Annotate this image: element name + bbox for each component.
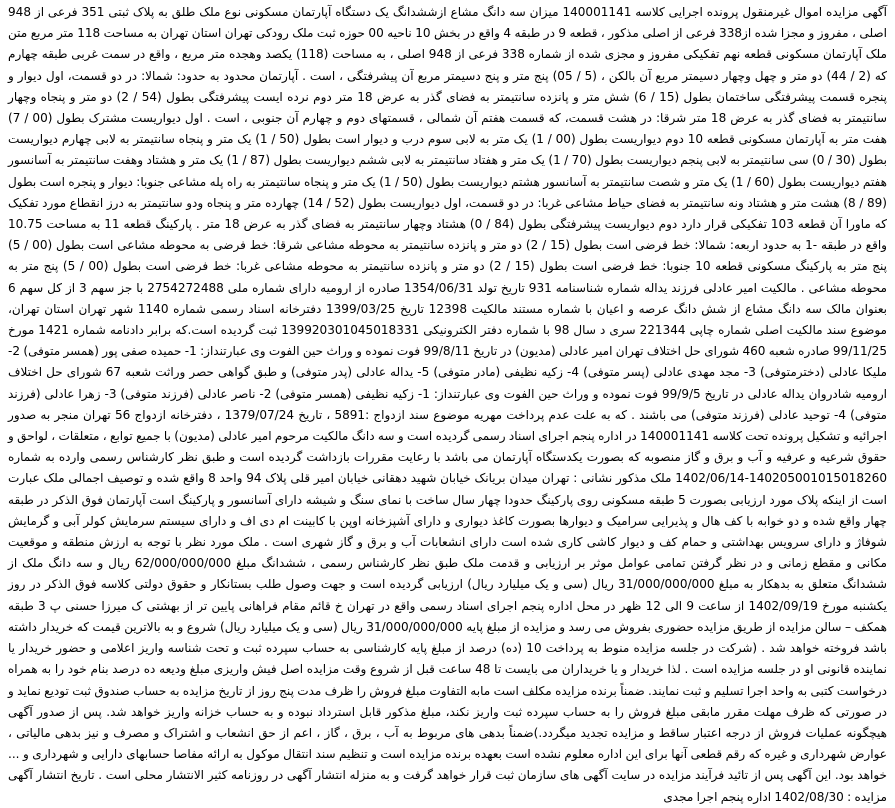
auction-notice-text: آگهی مزایده اموال غیرمنقول پرونده اجرایی کلاسه 140001141 میزان سه دانگ مشاع ازششدانگ یک دستگاه آپارتمان مسکونی نوع ملک طلق به پلاک ثبتی 351 فرعی از 948 اصلی ، مفروز و مجزا شده از338 فرعی از اصلی مذکور ، قطعه 9 در طبقه 4 واقع در بخش 10 ناحیه 00 حوزه ثبت ملک رودکی تهران استان تهران به مساحت 118 متر مربع متن ملک آپارتمان مسکونی قطعه نهم تفکیکی مفروز و مجزی شده از شماره 338 فرعی از 948 اصلی ، به مساحت (118) یکصد وهجده متر مربع ، واقع در سمت غربی طبقه چهارم که (2 / 44) دو متر و چهل وچهار دسیمتر مربع آن بالکن ، (5 / 05) پنج متر و پنج دسیمتر مربع آن پیشرفتگی ، است . آپارتمان محدود به حدود: شمالا: در دو قسمت، اول دیوار و پنجره قسمت پیشرفتگی ساختمان بطول (15 / 6) شش متر و پانزده سانتیمتر به فضای گذر به عرض 18 متر دوم نرده ایست پیشرفتگی بطول (54 / 2) دو متر و پنجاه وچهار سانتیمتر به فضای گذر به عرض 18 متر شرقا: در هشت قسمت، که قسمت هفتم آن شمالی ، قسمتهای دوم و چهارم آن جنوبی ، است . اول دیواریست مشترک بطول (00 / 7) هفت متر به آپارتمان مسکونی قطعه 10 دوم دیواریست بطول (00 / 1) یک متر به لابی سوم درب و دیوار است بطول (50 / 1) یک متر و پنجاه سانتیمتر به لابی چهارم دیواریست بطول (30 / 0) سی سانتیمتر به لابی پنجم دیواریست بطول (70 / 1) یک متر و هفتاد سانتیمتر به لابی ششم دیواریست بطول (87 / 1) یک متر و هشتاد وهفت سانتیمتر به آسانسور هفتم دیواریست بطول (60 / 1) یک متر و شصت سانتیمتر به آسانسور هشتم دیواریست بطول (50 / 1) یک متر و پنجاه سانتیمتر به راه پله مشاعی جنوبا: دیوار و پنجره است بطول (89 / 8) هشت متر و هشتاد ونه سانتیمتر به فضای حیاط مشاعی غربا: در دو قسمت، اول دیواریست بطول (52 / 14) چهارده متر و پنجاه ودو سانتیمتر به درز انقطاع مورد تفکیک که ماورا آن قطعه 103 تفکیکی قرار دارد دوم دیواریست پیشرفتگی بطول (84 / 0) هشتاد وچهار سانتیمتر به فضای گذر به عرض 18 متر . پارکینگ قطعه 11 به مساحت 10.75 واقع در طبقه -1 به حدود اربعه: شمالا: خط فرضی است بطول (15 / 2) دو متر و پانزده سانتیمتر به محوطه مشاعی شرقا: خط فرضی به محوطه مشاعی است بطول (00 / 5) پنج متر به پارکینگ مسکونی قطعه 10 جنوبا: خط فرضی است بطول (15 / 2) دو متر و پانزده سانتیمتر به محوطه مشاعی غربا: خط فرضی است بطول (00 / 5) پنج متر به محوطه مشاعی . مالکیت امیر عادلی فرزند یداله شماره شناسنامه 931 تاریخ تولد 1354/06/31 صادره از ارومیه دارای شماره ملی 2754272488 با جز سهم 3 از کل سهم 6 بعنوان مالک سه دانگ مشاع از شش دانگ عرصه و اعیان با شماره مستند مالکیت 12398 تاریخ 1399/03/25 دفترخانه اسناد رسمی شماره 1140 شهر تهران استان تهران، موضوع سند مالکیت اصلی شماره چاپی 221344 سری د سال 98 با شماره دفتر الکترونیکی 139920301045018331 ثبت گردیده است.که برابر دادنامه شماره 1421 مورخ 99/11/25 صادره شعبه 460 شورای حل اختلاف تهران امیر عادلی (مدیون) در تاریخ 99/8/11 فوت نموده و وراث حین الفوت وی عبارتنداز: 1- حمیده صفی پور (همسر متوفی) 2- ملیکا عادلی (دخترمتوفی) 3- مجد مهدی عادلی (پسر متوفی) 4- زکیه نظیفی (مادر متوفی) 5- یداله عادلی (پدر متوفی) و طبق گواهی حصر وراثت شعبه 67 شورای حل اختلاف ارومیه شادروان یداله عادلی در تاریخ 99/9/5 فوت نموده و وراث حین الفوت وی عبارتنداز: 1- زکیه نظیفی (همسر متوفی) 2- ناصر عادلی (فرزند متوفی) 3- زهرا عادلی (فرزند متوفی) 4- توحید عادلی (فرزند متوفی) می باشند . که به علت عدم پرداخت مهریه موضوع سند ازدواج :5891 ، تاریخ 1379/07/24 ، دفترخانه ازدواج 56 تهران منجر به صدور اجرائیه و تشکیل پرونده تحت کلاسه 140001141 در اداره پنجم اجرای اسناد رسمی گردیده است و سه دانگ مالکیت مرحوم امیر عادلی (مدیون) با جمیع توابع ، متعلقات ، لواحق و حقوق شرعیه و عرفیه و آب و برق و گاز منصوبه که بصورت یکدستگاه آپارتمان می باشد با رعایت مقررات بازداشت گردیده است و طبق نظر کارشناس رسمی وارده به شماره 140205001015018260-1402/06/14 ملک مذکور نشانی : تهران میدان بریانک خیابان شهید دهقانی خیابان امیر قلی پلاک 94 واحد 8 واقع شده و توصیف اجمالی ملک عبارت است از اینکه پلاک مورد ارزیابی بصورت 5 طبقه مسکونی روی پارکینگ حدودا چهار سال ساخت با نمای سنگ و شیشه دارای آسانسور و پارکینگ است آپارتمان فوق الذکر در طبقه چهار واقع شده و دو خوابه با کف هال و پذیرایی سرامیک و دیوارها بصورت کاغذ دیواری و دارای آشپزخانه اوپن با کابینت ام دی اف و دارای سیستم سرمایش کولر آبی و گرمایش شوفاژ و دارای سرویس بهداشتی و حمام کف و دیوار کاشی کاری شده است دارای انشعابات آب و برق و گاز شهری است . ملک مورد نظر با توجه به ارزش منطقه و موقعیت مکانی و مقطع زمانی و در نظر گرفتن تمامی عوامل موثر بر ارزیابی و قدمت ملک طبق نظر کارشناس رسمی ، ششدانگ مبلغ 62/000/000/000 ریال و سه دانگ ملک از ششدانگ متعلق به بدهکار به مبلغ 31/000/000/000 ریال (سی و یک میلیارد ریال) ارزیابی گردیده است و جهت وصول طلب بستانکار و حقوق دولتی کلاسه فوق الذکر در روز یکشنبه مورخ 1402/09/19 از ساعت 9 الی 12 ظهر در محل اداره پنجم اجرای اسناد رسمی واقع در تهران خ قائم مقام فراهانی پایین تر از بهشتی ک میرزا حسنی پ 3 طبقه همکف – سالن مزایده از طریق مزایده حضوری بفروش می رسد و مزایده از مبلغ پایه 31/000/000/000 ریال (سی و یک میلیارد ریال) شروع و به بالاترین قیمت که خریدار داشته باشد فروخته خواهد شد . (شرکت در جلسه مزایده منوط به پرداخت 10 (ده) درصد از مبلغ پایه کارشناسی به حساب سپرده ثبت و تحت شناسه واریز اعلامی و حضور خریدار یا نماینده قانونی او در جلسه مزایده است . لذا خریدار و یا خریداران می بایست تا 48 ساعت قبل از شروع وقت مزایده اصل فیش واریزی مبلغ ودیعه ده درصد بنام خود را به همراه درخواست کتبی به واحد اجرا تسلیم و ثبت نمایند. ضمناً برنده مزایده مکلف است مابه التفاوت مبلغ فروش را ظرف مدت پنج روز از تاریخ مزایده به حساب صندوق ثبت تودیع نماید و در صورتی که ظرف مهلت مقرر مابقی مبلغ فروش را به حساب سپرده ثبت واریز نکند، مبلغ مذکور قابل استرداد نبوده و به حساب خزانه واریز خواهد شد. پس از صدور آگهی هیچگونه عملیات فروش از درجه اعتبار ساقط و مزایده تجدید میگردد.)ضمناً بدهی های مربوط به آب ، برق ، گاز ، اعم از حق انشعاب و اشتراک و مصرف و نیز بدهی مالیاتی ، عوارض شهرداری و غیره که رقم قطعی آنها برای این اداره معلوم نشده است بعهده برنده مزایده است و تنظیم سند انتقال موکول به ارائه مفاصا حسابهای دارایی و شهرداری و ... خواهد بود. این آگهی پس از تائید فرآیند مزایده در سایت آگهی های سازمان ثبت قرار خواهد گرفت و به منزله انتشار آگهی در روزنامه کثیر الانتشار محلی است . تاریخ انتشار آگهی مزایده : 1402/08/30 اداره پنجم اجرا مجدی [8, 5, 888, 804]
